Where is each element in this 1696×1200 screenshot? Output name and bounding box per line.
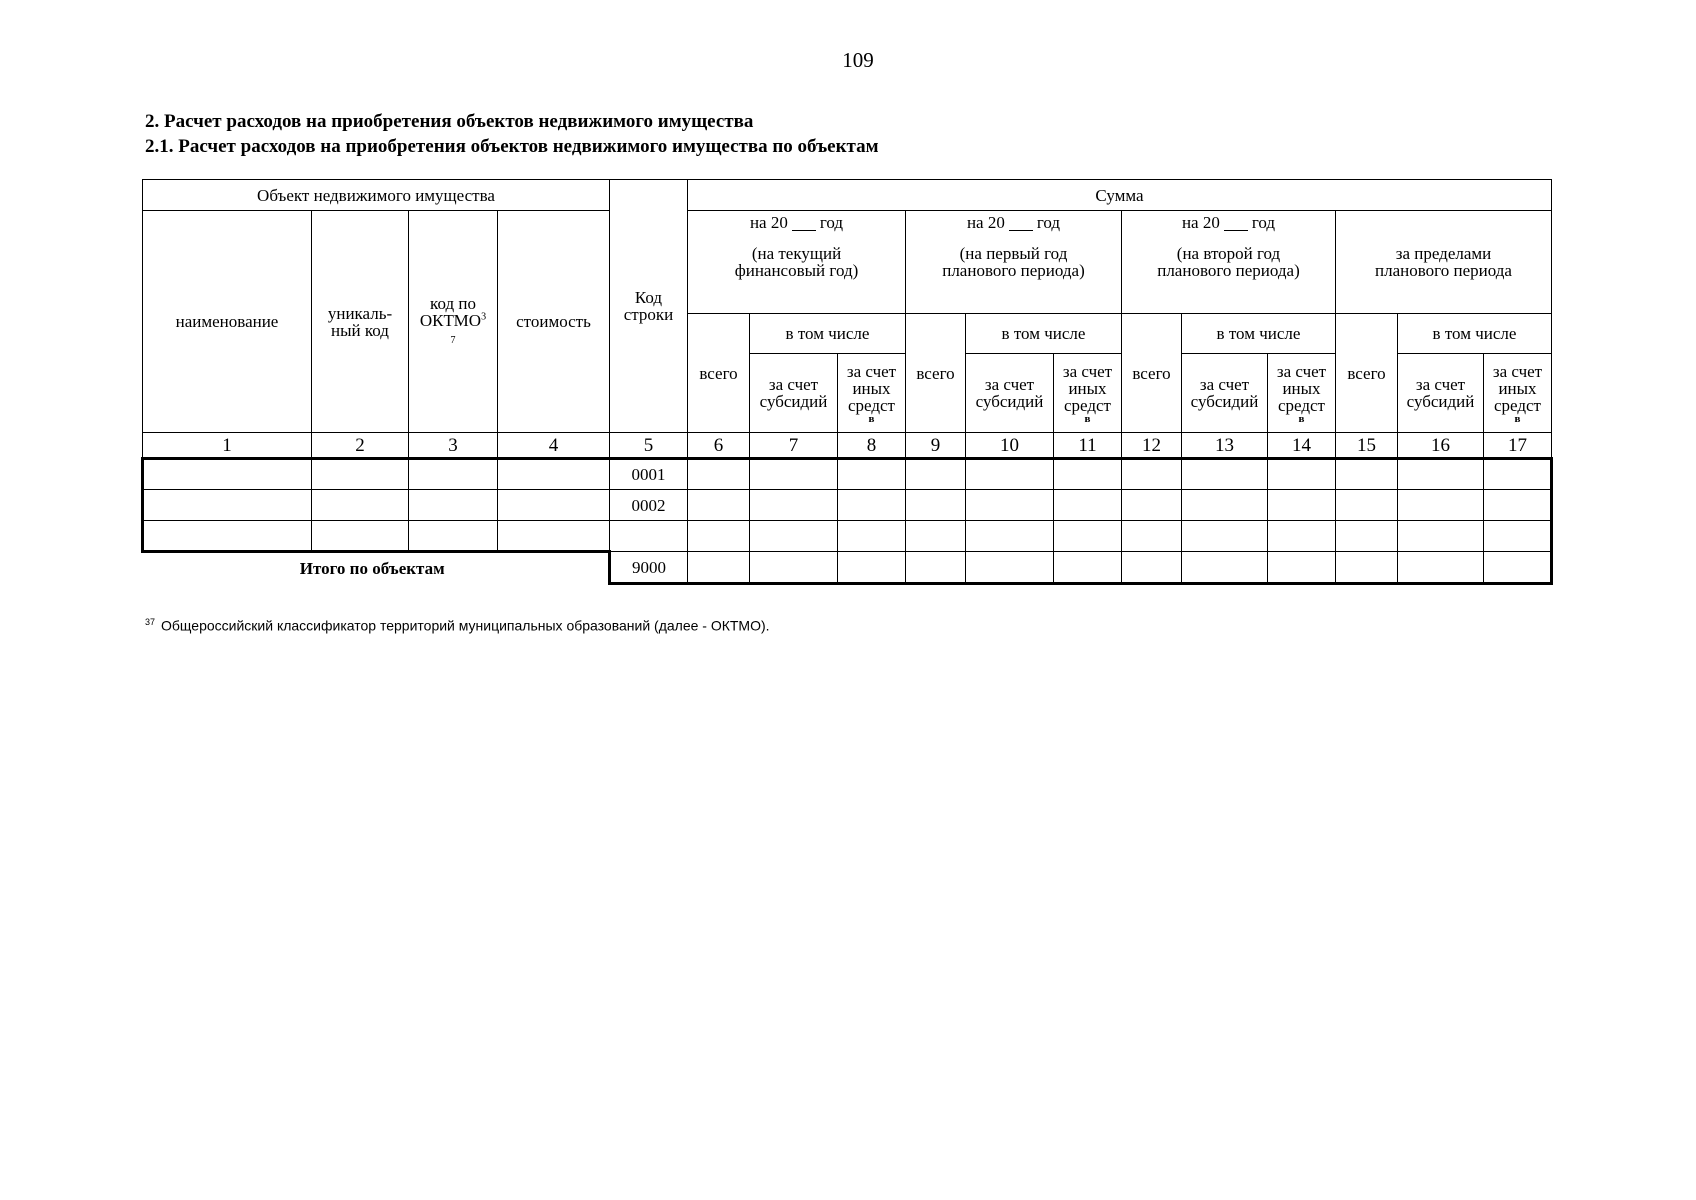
cell-unique-code[interactable] [312,490,409,521]
including-header: в том числе [1398,314,1552,354]
cell-value[interactable] [966,490,1054,521]
subsidy-header [1398,354,1484,433]
other-line3: средст [1064,395,1111,415]
cell-value[interactable] [750,490,838,521]
code-header [610,180,688,433]
total-value[interactable] [1054,552,1122,584]
subsidy-line2: субсидий [975,392,1044,411]
other-funds-header [1268,354,1336,433]
total-label: Итого по объектам [299,558,445,578]
cell-value[interactable] [1268,459,1336,490]
year-prefix: на 20 [1181,213,1220,232]
other-line4: в [1084,412,1091,425]
unique-code-line1: уникаль- [327,303,393,323]
cell-value[interactable] [1182,521,1268,552]
cell-row-code: 0002 [610,490,688,521]
year-prefix: на 20 [749,213,788,232]
cell-oktmo[interactable] [409,459,498,490]
year-suffix: год [1036,213,1061,232]
subsidy-line1: за счет [768,375,819,394]
period-first-header [906,211,1122,314]
cell-name[interactable] [143,490,312,521]
including-header: в том числе [966,314,1122,354]
other-line1: за счет [846,361,897,381]
including-header: в том числе [1182,314,1336,354]
subsidy-line1: за счет [1199,375,1250,394]
cell-value[interactable] [966,459,1054,490]
total-value[interactable] [1268,552,1336,584]
cell-value[interactable] [906,521,966,552]
other-line4: в [1298,412,1305,425]
period-line2: планового периода) [942,261,1085,280]
year-blank [1009,215,1033,231]
subsection-heading: 2.1. Расчет расходов на приобретения объектов недвижимого имущества по объектам [145,136,879,157]
other-line4: в [1514,412,1521,425]
total-value[interactable] [1398,552,1484,584]
cell-value[interactable] [966,521,1054,552]
footnote-text: Общероссийский классификатор территорий муниципальных образований (далее - ОКТМО). [161,617,770,634]
cell-value[interactable] [1398,490,1484,521]
period-line1: (на текущий [751,244,842,263]
code-header-line1: Код [634,288,663,307]
other-line2: иных [1282,378,1321,398]
cell-value[interactable] [1054,459,1122,490]
cell-value[interactable] [1484,490,1552,521]
other-line2: иных [852,378,891,398]
unique-code-header [312,211,409,433]
cell-value[interactable] [688,521,750,552]
total-value[interactable] [906,552,966,584]
other-funds-header [1054,354,1122,433]
period-line2: планового периода) [1157,261,1300,280]
cell-value[interactable] [1268,521,1336,552]
cell-value[interactable] [750,459,838,490]
period-second-header [1122,211,1336,314]
cell-cost[interactable] [498,521,610,552]
cell-value[interactable] [838,490,906,521]
cell-value[interactable] [1336,521,1398,552]
oktmo-line2: ОКТМО [419,310,482,330]
total-header: всего [1122,314,1182,433]
other-funds-header [1484,354,1552,433]
other-line1: за счет [1492,361,1543,381]
cell-unique-code[interactable] [312,459,409,490]
total-value[interactable] [688,552,750,584]
total-value[interactable] [966,552,1054,584]
cell-value[interactable] [906,459,966,490]
cell-value[interactable] [838,459,906,490]
cell-name[interactable] [143,459,312,490]
column-number: 2 [312,433,409,459]
cell-cost[interactable] [498,459,610,490]
other-line2: иных [1068,378,1107,398]
cell-value[interactable] [750,521,838,552]
other-line3: средст [1494,395,1541,415]
total-value[interactable] [1484,552,1552,584]
other-line3: средст [848,395,895,415]
cell-row-code [610,521,688,552]
unique-code-line2: ный код [331,320,389,340]
column-number: 13 [1182,433,1268,459]
column-number: 8 [838,433,906,459]
column-number: 17 [1484,433,1552,459]
other-line3: средст [1278,395,1325,415]
page-number: 109 [842,48,874,72]
cell-cost[interactable] [498,490,610,521]
period-line2: финансовый год) [734,261,859,280]
column-number: 9 [906,433,966,459]
section-heading: 2. Расчет расходов на приобретения объектов недвижимого имущества [145,111,754,132]
cell-name[interactable] [143,521,312,552]
beyond-line2: планового периода [1375,261,1512,280]
subsidy-header [966,354,1054,433]
cell-value[interactable] [1122,459,1182,490]
total-header: всего [906,314,966,433]
subsidy-header [1182,354,1268,433]
oktmo-header [409,211,498,433]
beyond-line1: за пределами [1395,244,1492,263]
total-value[interactable] [1182,552,1268,584]
code-header-line2: строки [623,305,674,324]
sum-group-header: Сумма [688,180,1552,211]
name-header: наименование [143,211,312,433]
cell-value[interactable] [1122,521,1182,552]
cell-value[interactable] [906,490,966,521]
cell-value[interactable] [1122,490,1182,521]
column-number: 15 [1336,433,1398,459]
cost-header: стоимость [498,211,610,433]
column-number: 3 [409,433,498,459]
cell-unique-code[interactable] [312,521,409,552]
cell-value[interactable] [1268,490,1336,521]
cell-row-code: 0001 [610,459,688,490]
expense-calculation-table [141,179,1553,585]
cell-oktmo[interactable] [409,490,498,521]
total-value[interactable] [1336,552,1398,584]
cell-value[interactable] [1484,459,1552,490]
year-prefix: на 20 [966,213,1005,232]
including-header: в том числе [750,314,906,354]
column-number: 16 [1398,433,1484,459]
period-line1: (на второй год [1176,244,1281,263]
subsidy-line2: субсидий [1406,392,1475,411]
column-number: 4 [498,433,610,459]
cell-value[interactable] [838,521,906,552]
table-row [143,521,1552,552]
year-suffix: год [819,213,844,232]
cell-value[interactable] [1182,459,1268,490]
other-line1: за счет [1062,361,1113,381]
total-value[interactable] [838,552,906,584]
column-number: 1 [143,433,312,459]
cell-value[interactable] [1484,521,1552,552]
other-line1: за счет [1276,361,1327,381]
total-value[interactable] [750,552,838,584]
column-number: 10 [966,433,1054,459]
column-number: 6 [688,433,750,459]
other-funds-header [838,354,906,433]
subsidy-header [750,354,838,433]
column-number: 14 [1268,433,1336,459]
subsidy-line2: субсидий [759,392,828,411]
period-current-header [688,211,906,314]
total-value[interactable] [1122,552,1182,584]
column-number: 12 [1122,433,1182,459]
subsidy-line1: за счет [1415,375,1466,394]
cell-value[interactable] [1182,490,1268,521]
cell-value[interactable] [688,490,750,521]
total-header: всего [688,314,750,433]
column-number: 7 [750,433,838,459]
table-row [143,490,1552,521]
period-beyond-header [1336,211,1552,314]
table-row [143,459,1552,490]
year-blank [792,215,816,231]
footnote-mark: 37 [145,617,156,627]
cell-value[interactable] [1054,490,1122,521]
subsidy-line1: за счет [984,375,1035,394]
total-header: всего [1336,314,1398,433]
oktmo-footnote-sup: 3 [481,310,487,322]
cell-value[interactable] [1398,459,1484,490]
year-blank [1224,215,1248,231]
cell-value[interactable] [1054,521,1122,552]
cell-oktmo[interactable] [409,521,498,552]
oktmo-footnote-sub: 7 [450,334,456,346]
column-number: 11 [1054,433,1122,459]
other-line2: иных [1498,378,1537,398]
cell-value[interactable] [1336,490,1398,521]
total-code: 9000 [610,552,688,584]
cell-value[interactable] [1398,521,1484,552]
total-row [143,552,1552,584]
year-suffix: год [1251,213,1276,232]
oktmo-line1: код по [430,293,476,313]
period-line1: (на первый год [959,244,1068,263]
cell-value[interactable] [688,459,750,490]
object-group-header: Объект недвижимого имущества [143,180,610,211]
subsidy-line2: субсидий [1190,392,1259,411]
column-number: 5 [610,433,688,459]
other-line4: в [868,412,875,425]
cell-value[interactable] [1336,459,1398,490]
footnote [145,617,770,634]
